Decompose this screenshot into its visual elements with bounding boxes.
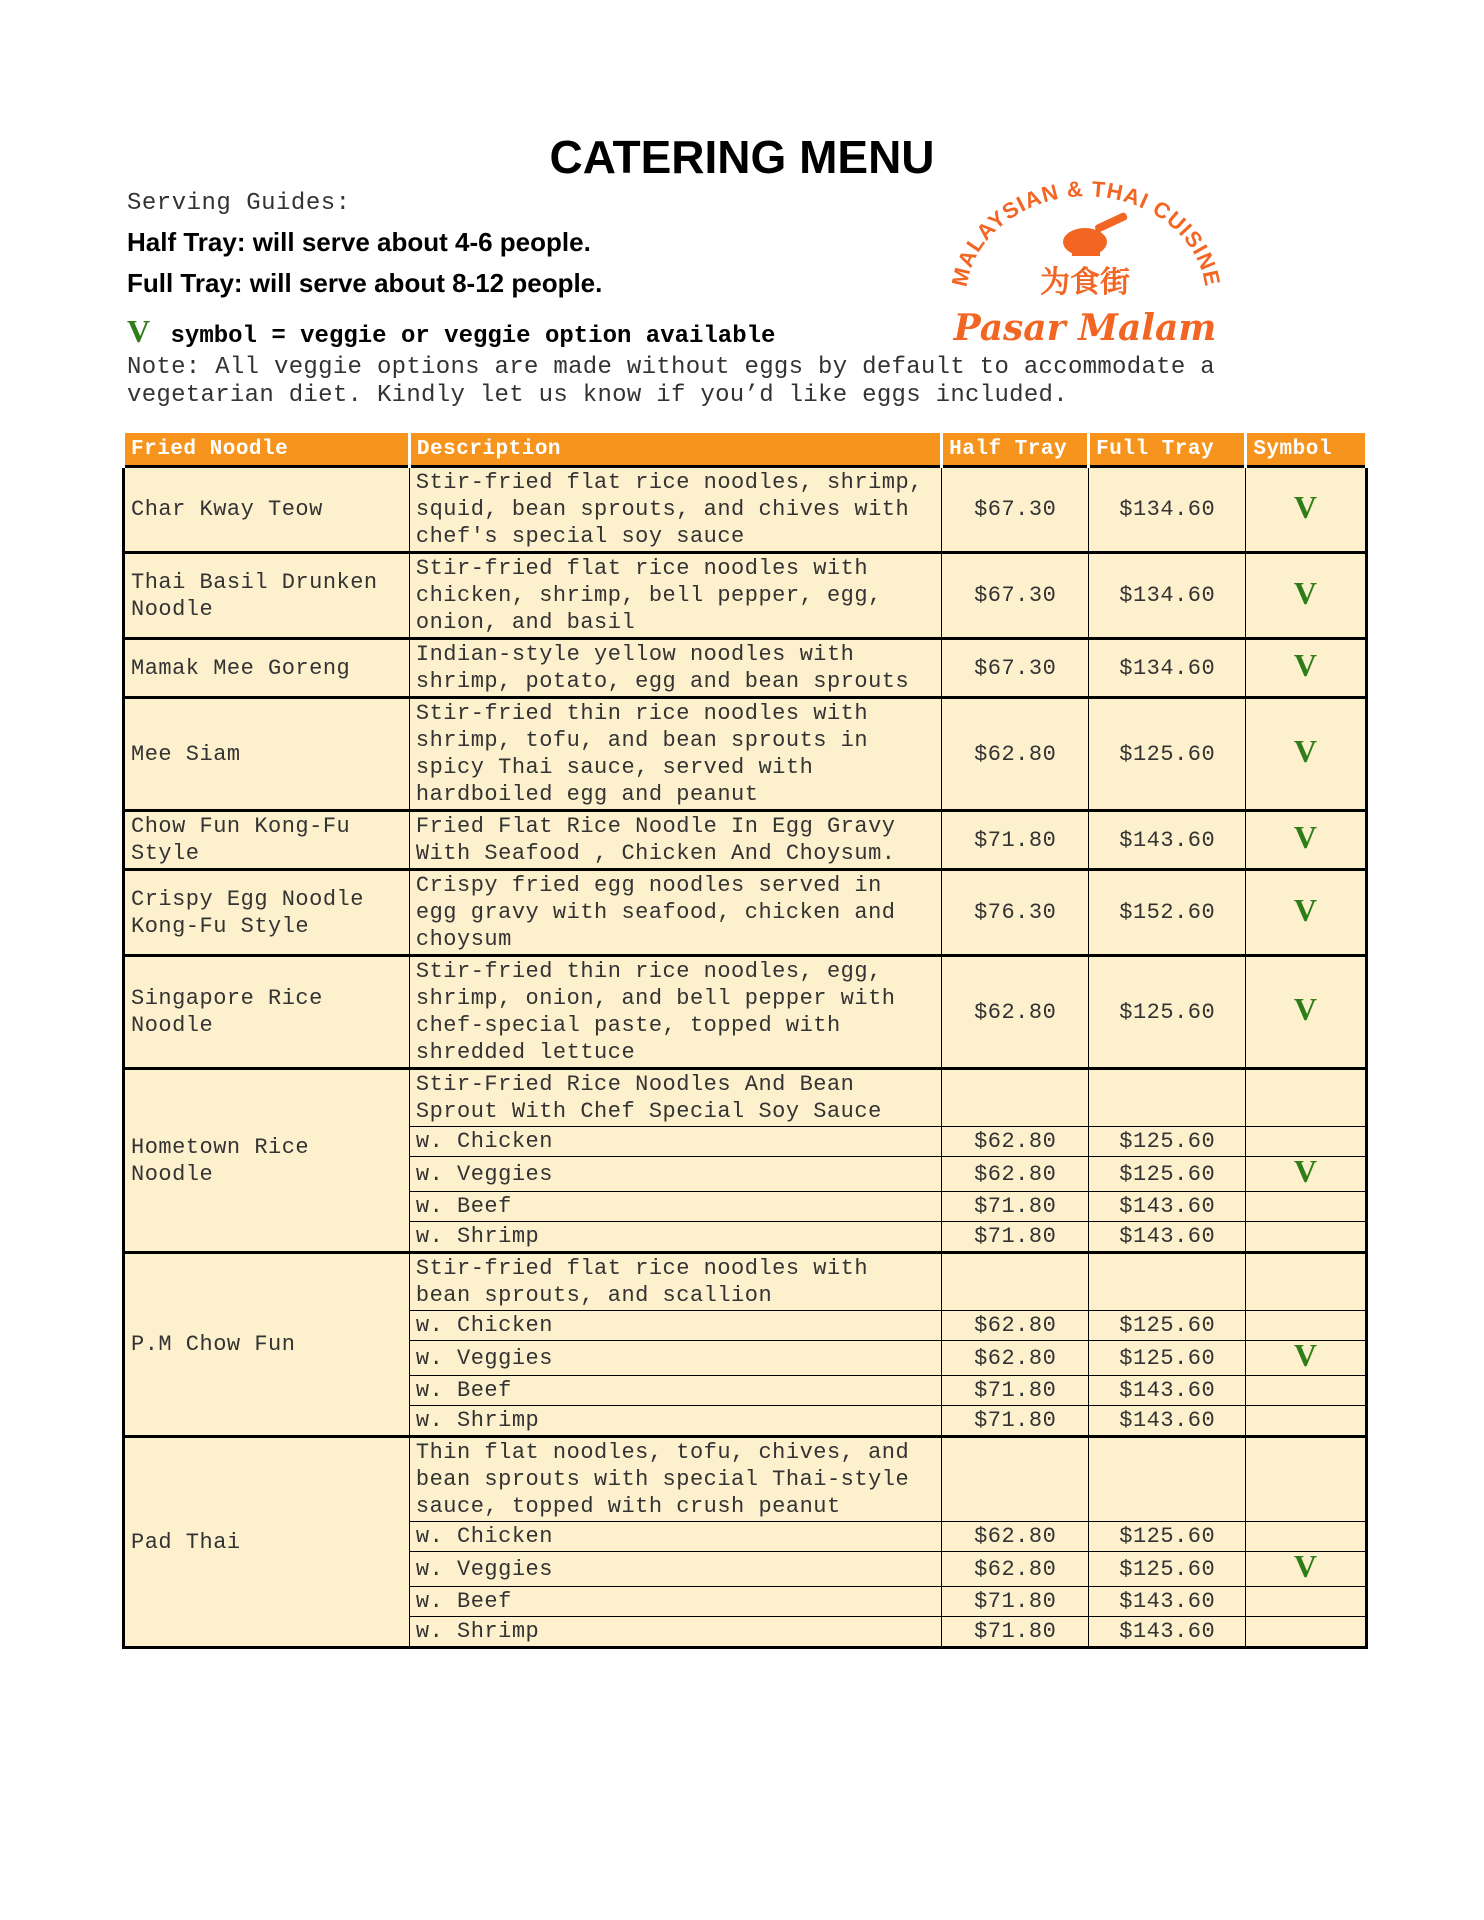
full-tray-price: $143.60 bbox=[1089, 1406, 1246, 1437]
option-label: w. Veggies bbox=[409, 1552, 941, 1587]
half-tray-price: $62.80 bbox=[942, 1522, 1089, 1552]
menu-option-group bbox=[124, 1437, 1367, 1648]
veggie-icon: V bbox=[1293, 488, 1318, 525]
half-tray-info: Half Tray: will serve about 4-6 people. bbox=[127, 227, 591, 257]
veggie-icon: V bbox=[1293, 1548, 1318, 1584]
dish-name: Hometown Rice Noodle bbox=[124, 1069, 410, 1253]
half-tray-price: $62.80 bbox=[942, 1341, 1089, 1376]
dish-name: Thai Basil Drunken Noodle bbox=[124, 553, 410, 639]
table-row bbox=[124, 870, 1367, 956]
menu-item-group bbox=[124, 698, 1367, 811]
dish-description: Stir-Fried Rice Noodles And Bean Sprout With Chef Special Soy Sauce bbox=[409, 1069, 941, 1127]
option-label: w. Beef bbox=[409, 1192, 941, 1222]
table-row bbox=[124, 1253, 1367, 1311]
serving-guides-label: Serving Guides: bbox=[127, 190, 351, 217]
full-tray-price: $125.60 bbox=[1089, 956, 1246, 1069]
menu-option-group bbox=[124, 1253, 1367, 1437]
veggie-icon: V bbox=[1293, 891, 1318, 928]
half-tray-price: $62.80 bbox=[942, 956, 1089, 1069]
chef-hat-icon bbox=[1063, 212, 1128, 256]
header-half-tray: Half Tray bbox=[942, 433, 1089, 467]
table-header-row bbox=[124, 433, 1367, 467]
option-label: w. Chicken bbox=[409, 1311, 941, 1341]
option-label: w. Veggies bbox=[409, 1341, 941, 1376]
full-tray-price: $143.60 bbox=[1089, 1376, 1246, 1406]
option-label: w. Shrimp bbox=[409, 1617, 941, 1648]
page-title: CATERING MENU bbox=[549, 131, 935, 183]
dish-description: Stir-fried flat rice noodles with chicken, shrimp, bell pepper, egg, onion, and basil bbox=[409, 553, 941, 639]
option-label: w. Veggies bbox=[409, 1157, 941, 1192]
half-tray-price: $71.80 bbox=[942, 1222, 1089, 1253]
header-symbol: Symbol bbox=[1246, 433, 1367, 467]
symbol-legend-text: symbol = veggie or veggie option available bbox=[170, 323, 776, 350]
dish-description: Stir-fried thin rice noodles, egg, shrimp, onion, and bell pepper with chef-special paste, topped with shredded lettuce bbox=[409, 956, 941, 1069]
option-label: w. Chicken bbox=[409, 1522, 941, 1552]
dish-name: P.M Chow Fun bbox=[124, 1253, 410, 1437]
logo-chinese-text: 为食街 bbox=[1040, 265, 1130, 300]
full-tray-price: $125.60 bbox=[1089, 1311, 1246, 1341]
full-tray-price: $143.60 bbox=[1089, 811, 1246, 870]
dish-name: Mamak Mee Goreng bbox=[124, 639, 410, 698]
menu-item-group bbox=[124, 467, 1367, 553]
half-tray-price: $62.80 bbox=[942, 1311, 1089, 1341]
table-row bbox=[124, 1437, 1367, 1522]
option-label: w. Shrimp bbox=[409, 1406, 941, 1437]
dish-description: Stir-fried flat rice noodles, shrimp, squid, bean sprouts, and chives with chef's special soy sauce bbox=[409, 467, 941, 553]
veggie-icon: V bbox=[1293, 733, 1318, 769]
menu-item-group bbox=[124, 553, 1367, 639]
full-tray-price: $125.60 bbox=[1089, 1127, 1246, 1157]
logo-arc-text: MALAYSIAN & THAI CUISINE bbox=[946, 180, 1226, 289]
menu-item-group bbox=[124, 870, 1367, 956]
full-tray-price: $134.60 bbox=[1089, 467, 1246, 553]
dish-name: Singapore Rice Noodle bbox=[124, 956, 410, 1069]
dish-name: Crispy Egg Noodle Kong-Fu Style bbox=[124, 870, 410, 956]
half-tray-price: $71.80 bbox=[942, 1376, 1089, 1406]
full-tray-price: $152.60 bbox=[1089, 870, 1246, 956]
veggie-icon: V bbox=[1293, 1153, 1318, 1189]
dish-name: Chow Fun Kong-Fu Style bbox=[124, 811, 410, 870]
dish-name: Pad Thai bbox=[124, 1437, 410, 1648]
half-tray-price: $67.30 bbox=[942, 639, 1089, 698]
veggie-icon: V bbox=[1293, 647, 1318, 683]
table-row bbox=[124, 698, 1367, 811]
half-tray-price: $71.80 bbox=[942, 1617, 1089, 1648]
catering-menu-table bbox=[122, 433, 1368, 1649]
table-row bbox=[124, 1069, 1367, 1127]
half-tray-price: $62.80 bbox=[942, 1552, 1089, 1587]
header-full-tray: Full Tray bbox=[1089, 433, 1246, 467]
veggie-icon: V bbox=[1293, 1337, 1318, 1373]
dish-name: Mee Siam bbox=[124, 698, 410, 811]
half-tray-price: $67.30 bbox=[942, 467, 1089, 553]
full-tray-price: $125.60 bbox=[1089, 1522, 1246, 1552]
dish-description: Fried Flat Rice Noodle In Egg Gravy With Seafood , Chicken And Choysum. bbox=[409, 811, 941, 870]
half-tray-price: $67.30 bbox=[942, 553, 1089, 639]
option-label: w. Chicken bbox=[409, 1127, 941, 1157]
half-tray-price: $62.80 bbox=[942, 698, 1089, 811]
full-tray-price: $143.60 bbox=[1089, 1587, 1246, 1617]
header-description: Description bbox=[409, 433, 941, 467]
full-tray-price: $134.60 bbox=[1089, 639, 1246, 698]
dish-description: Indian-style yellow noodles with shrimp, potato, egg and bean sprouts bbox=[409, 639, 941, 698]
logo-brand-text: Pasar Malam bbox=[953, 307, 1217, 349]
table-row bbox=[124, 811, 1367, 870]
dish-description: Thin flat noodles, tofu, chives, and bean sprouts with special Thai-style sauce, topped with crush peanut bbox=[409, 1437, 941, 1522]
table-row bbox=[124, 956, 1367, 1069]
full-tray-price: $125.60 bbox=[1089, 698, 1246, 811]
veggie-icon: V bbox=[1293, 991, 1318, 1027]
veggie-icon: V bbox=[1293, 574, 1318, 611]
menu-option-group bbox=[124, 1069, 1367, 1253]
full-tray-price: $125.60 bbox=[1089, 1552, 1246, 1587]
option-label: w. Beef bbox=[409, 1376, 941, 1406]
menu-item-group bbox=[124, 639, 1367, 698]
veggie-icon: V bbox=[1293, 819, 1318, 855]
table-row bbox=[124, 553, 1367, 639]
half-tray-price: $76.30 bbox=[942, 870, 1089, 956]
dish-description: Crispy fried egg noodles served in egg gravy with seafood, chicken and choysum bbox=[409, 870, 941, 956]
full-tray-price: $125.60 bbox=[1089, 1341, 1246, 1376]
half-tray-price: $71.80 bbox=[942, 1587, 1089, 1617]
half-tray-price: $62.80 bbox=[942, 1127, 1089, 1157]
dish-name: Char Kway Teow bbox=[124, 467, 410, 553]
menu-item-group bbox=[124, 811, 1367, 870]
full-tray-price: $143.60 bbox=[1089, 1617, 1246, 1648]
option-label: w. Shrimp bbox=[409, 1222, 941, 1253]
table-row bbox=[124, 467, 1367, 553]
veggie-symbol-icon: V bbox=[127, 313, 151, 349]
full-tray-price: $143.60 bbox=[1089, 1192, 1246, 1222]
half-tray-price: $71.80 bbox=[942, 1192, 1089, 1222]
dish-description: Stir-fried flat rice noodles with bean sprouts, and scallion bbox=[409, 1253, 941, 1311]
dish-description: Stir-fried thin rice noodles with shrimp, tofu, and bean sprouts in spicy Thai sauce, served with hardboiled egg and peanut bbox=[409, 698, 941, 811]
full-tray-price: $125.60 bbox=[1089, 1157, 1246, 1192]
half-tray-price: $71.80 bbox=[942, 1406, 1089, 1437]
full-tray-info: Full Tray: will serve about 8-12 people. bbox=[127, 268, 603, 298]
veggie-note: Note: All veggie options are made without eggs by default to accommodate a vegetarian diet. Kindly let us know if you’d like eggs included. bbox=[127, 354, 1215, 409]
half-tray-price: $71.80 bbox=[942, 811, 1089, 870]
option-label: w. Beef bbox=[409, 1587, 941, 1617]
half-tray-price: $62.80 bbox=[942, 1157, 1089, 1192]
pasar-malam-logo bbox=[944, 180, 1226, 352]
menu-item-group bbox=[124, 956, 1367, 1069]
table-row bbox=[124, 639, 1367, 698]
full-tray-price: $143.60 bbox=[1089, 1222, 1246, 1253]
header-fried-noodle: Fried Noodle bbox=[124, 433, 410, 467]
full-tray-price: $134.60 bbox=[1089, 553, 1246, 639]
